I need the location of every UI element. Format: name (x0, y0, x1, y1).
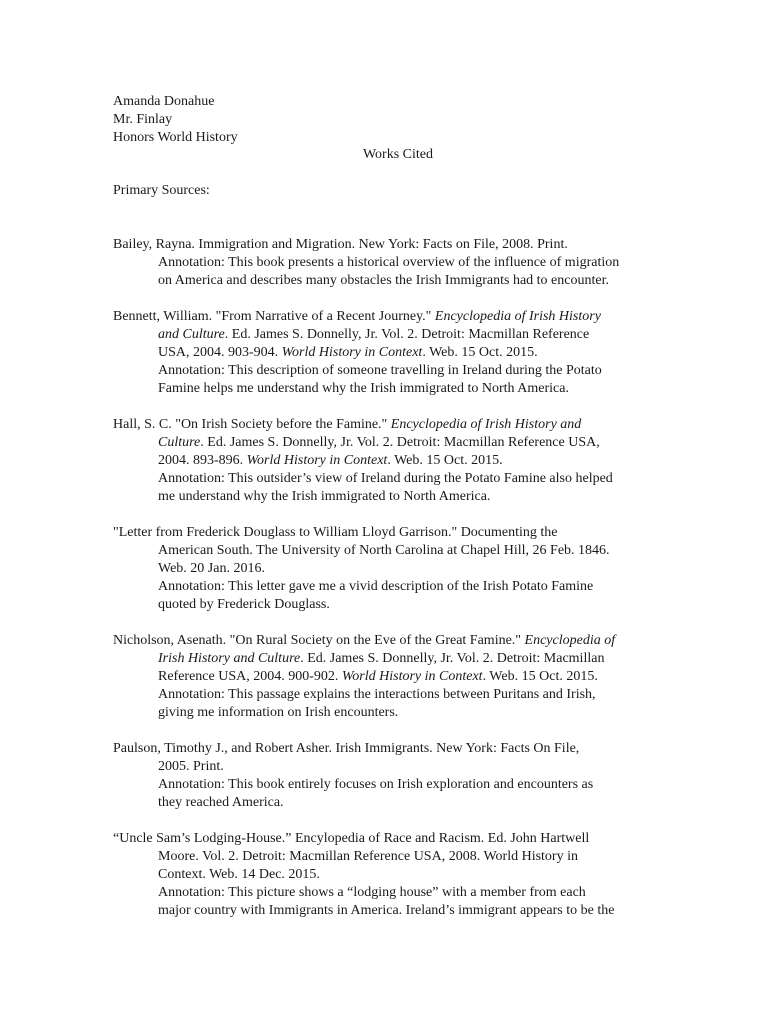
citation-text: . Web. 15 Oct. 2015. (422, 345, 538, 360)
citation-continuation-line (113, 326, 673, 344)
page-title: Works Cited (362, 147, 434, 162)
citation-text: Annotation: This outsider’s view of Ireland during the Potato Famine also helped (158, 471, 613, 486)
citation-first-line (113, 740, 673, 758)
teacher-name: Mr. Finlay (113, 112, 173, 127)
citation-text: on America and describes many obstacles the Irish Immigrants had to encounter. (158, 273, 609, 288)
citation-continuation-line (113, 884, 673, 902)
citation-text: me understand why the Irish immigrated to North America. (158, 489, 491, 504)
citation-entry (113, 236, 673, 290)
citation-entry (113, 524, 673, 614)
citation-italic-text: World History in Context (341, 669, 483, 684)
citation-text: giving me information on Irish encounters. (158, 705, 399, 720)
citation-text: Annotation: This letter gave me a vivid description of the Irish Potato Famine (158, 579, 594, 594)
citation-continuation-line (113, 434, 673, 452)
citation-continuation-line (113, 344, 673, 362)
citation-continuation-line (113, 470, 673, 488)
student-name: Amanda Donahue (113, 94, 215, 109)
citation-text: USA, 2004. 903-904. (158, 345, 282, 360)
citation-text: Paulson, Timothy J., and Robert Asher. Irish Immigrants. New York: Facts On File, (113, 741, 580, 756)
citation-continuation-line (113, 272, 673, 290)
citation-continuation-line (113, 578, 673, 596)
course-name: Honors World History (113, 130, 238, 145)
citation-continuation-line (113, 668, 673, 686)
citation-italic-text: Irish History and Culture (158, 651, 301, 666)
citation-first-line (113, 308, 673, 326)
citation-continuation-line (113, 452, 673, 470)
citation-continuation-line (113, 866, 673, 884)
citation-text: 2005. Print. (158, 759, 224, 774)
citation-text: 2004. 893-896. (158, 453, 247, 468)
citation-italic-text: World History in Context (246, 453, 388, 468)
citation-text: Annotation: This picture shows a “lodging house” with a member from each (158, 885, 586, 900)
citation-text: . Web. 15 Oct. 2015. (387, 453, 503, 468)
citation-text: . Web. 15 Oct. 2015. (482, 669, 598, 684)
citation-text: Bailey, Rayna. Immigration and Migration. New York: Facts on File, 2008. Print. (113, 237, 568, 252)
citation-continuation-line (113, 596, 673, 614)
citation-continuation-line (113, 380, 673, 398)
citation-text: Nicholson, Asenath. "On Rural Society on the Eve of the Great Famine." (113, 633, 525, 648)
citation-continuation-line (113, 704, 673, 722)
citation-text: Famine helps me understand why the Irish immigrated to North America. (158, 381, 569, 396)
citation-continuation-line (113, 776, 673, 794)
citation-italic-text: Culture (158, 435, 201, 450)
citation-entry (113, 830, 673, 920)
section-heading: Primary Sources: (113, 183, 210, 198)
citation-entry (113, 416, 673, 506)
citation-continuation-line (113, 902, 673, 920)
citation-continuation-line (113, 560, 673, 578)
citation-text: Hall, S. C. "On Irish Society before the Famine." (113, 417, 391, 432)
citation-text: Annotation: This book presents a historical overview of the influence of migration (158, 255, 620, 270)
citation-text: they reached America. (158, 795, 284, 810)
citation-text: quoted by Frederick Douglass. (158, 597, 330, 612)
citation-italic-text: Encyclopedia of Irish History and (390, 417, 582, 432)
citation-text: . Ed. James S. Donnelly, Jr. Vol. 2. Detroit: Macmillan Reference (224, 327, 590, 342)
citation-text: "Letter from Frederick Douglass to William Lloyd Garrison." Documenting the (113, 525, 558, 540)
citation-text: Annotation: This description of someone travelling in Ireland during the Potato (158, 363, 602, 378)
citation-first-line (113, 236, 673, 254)
citation-first-line (113, 524, 673, 542)
citation-italic-text: World History in Context (281, 345, 423, 360)
citation-text: “Uncle Sam’s Lodging-House.” Encylopedia of Race and Racism. Ed. John Hartwell (113, 831, 590, 846)
citation-list (113, 236, 673, 938)
document-header (113, 93, 238, 147)
citation-text: Web. 20 Jan. 2016. (158, 561, 265, 576)
citation-text: American South. The University of North Carolina at Chapel Hill, 26 Feb. 1846. (158, 543, 610, 558)
citation-italic-text: Encyclopedia of (524, 633, 616, 648)
citation-italic-text: and Culture (158, 327, 225, 342)
citation-continuation-line (113, 650, 673, 668)
citation-entry (113, 740, 673, 812)
citation-italic-text: Encyclopedia of Irish History (434, 309, 601, 324)
citation-continuation-line (113, 542, 673, 560)
citation-text: Moore. Vol. 2. Detroit: Macmillan Reference USA, 2008. World History in (158, 849, 578, 864)
citation-continuation-line (113, 254, 673, 272)
citation-first-line (113, 416, 673, 434)
citation-text: . Ed. James S. Donnelly, Jr. Vol. 2. Detroit: Macmillan Reference USA, (200, 435, 600, 450)
citation-continuation-line (113, 848, 673, 866)
citation-continuation-line (113, 686, 673, 704)
citation-text: major country with Immigrants in America. Ireland’s immigrant appears to be the (158, 903, 615, 918)
citation-text: Annotation: This passage explains the interactions between Puritans and Irish, (158, 687, 596, 702)
citation-continuation-line (113, 488, 673, 506)
citation-text: Context. Web. 14 Dec. 2015. (158, 867, 320, 882)
citation-text: Bennett, William. "From Narrative of a Recent Journey." (113, 309, 435, 324)
citation-entry (113, 632, 673, 722)
citation-continuation-line (113, 758, 673, 776)
citation-first-line (113, 830, 673, 848)
citation-text: Annotation: This book entirely focuses on Irish exploration and encounters as (158, 777, 594, 792)
citation-entry (113, 308, 673, 398)
citation-text: Reference USA, 2004. 900-902. (158, 669, 342, 684)
citation-text: . Ed. James S. Donnelly, Jr. Vol. 2. Detroit: Macmillan (300, 651, 605, 666)
citation-continuation-line (113, 362, 673, 380)
citation-first-line (113, 632, 673, 650)
citation-continuation-line (113, 794, 673, 812)
